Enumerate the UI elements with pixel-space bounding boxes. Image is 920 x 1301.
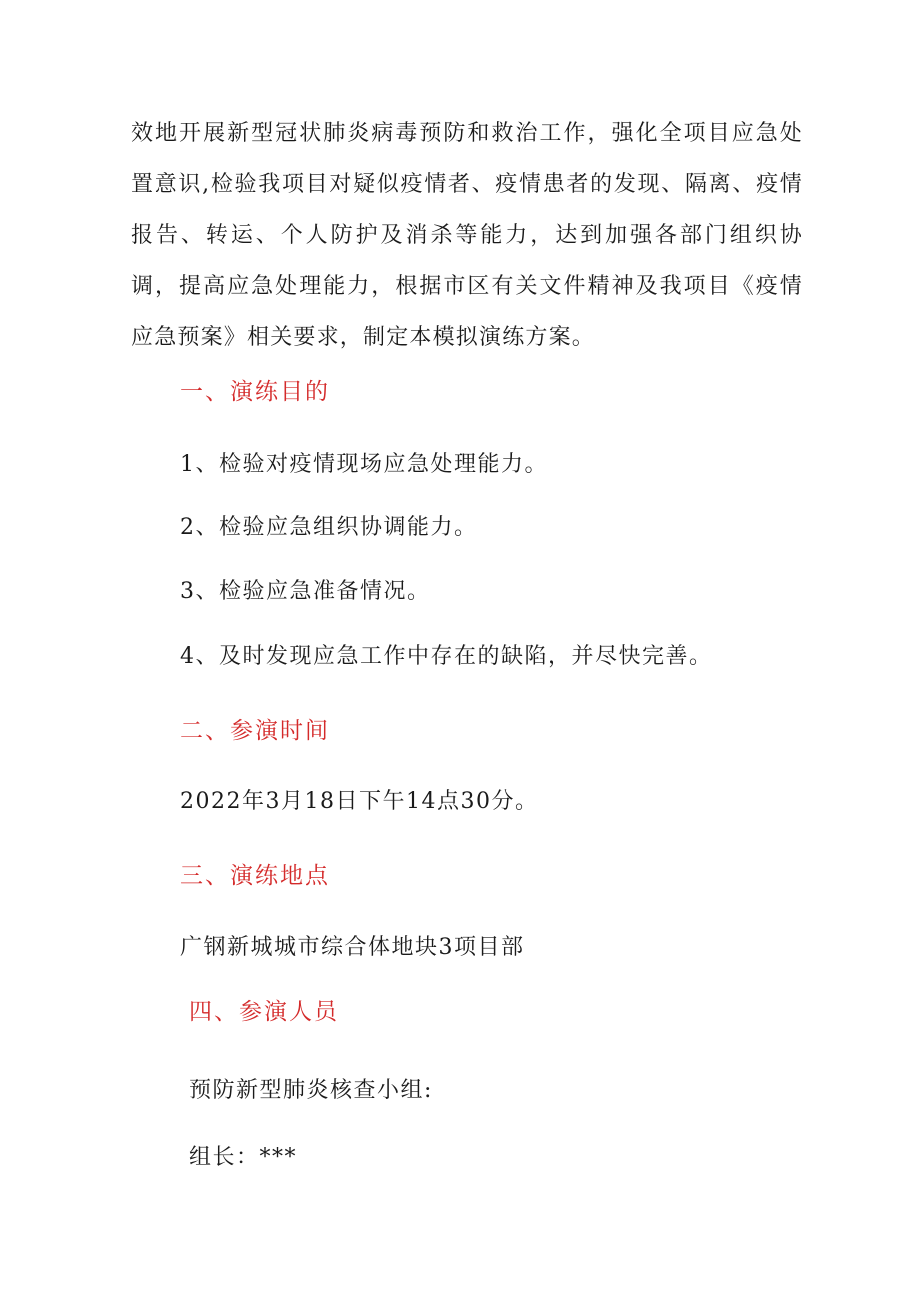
intro-paragraph: 效地开展新型冠状肺炎病毒预防和救治工作，强化全项目应急处置意识,检验我项目对疑似疫情者、疫情患者的发现、隔离、疫情报告、转运、个人防护及消杀等能力，达到加强各部门组织协调，提高应急处理能力，根据市区有关文件精神及我项目《疫情应急预案》相关要求，制定本模拟演练方案。: [131, 121, 803, 350]
group-name: 预防新型肺炎核查小组:: [189, 1078, 433, 1103]
section-1-heading: 一、演练目的: [180, 379, 330, 405]
section-3-heading: 三、演练地点: [180, 863, 330, 889]
group-leader: 组长：***: [189, 1145, 298, 1170]
objective-item-3: 3、检验应急准备情况。: [180, 579, 431, 604]
exercise-time: 2022年3月18日下午14点30分。: [180, 789, 539, 814]
objective-item-1: 1、检验对疫情现场应急处理能力。: [180, 452, 548, 477]
section-4-heading: 四、参演人员: [189, 999, 339, 1025]
objective-item-4: 4、及时发现应急工作中存在的缺陷，并尽快完善。: [180, 644, 713, 669]
objective-item-2: 2、检验应急组织协调能力。: [180, 515, 478, 540]
section-2-heading: 二、参演时间: [180, 718, 330, 744]
exercise-location: 广钢新城城市综合体地块3项目部: [180, 935, 525, 960]
